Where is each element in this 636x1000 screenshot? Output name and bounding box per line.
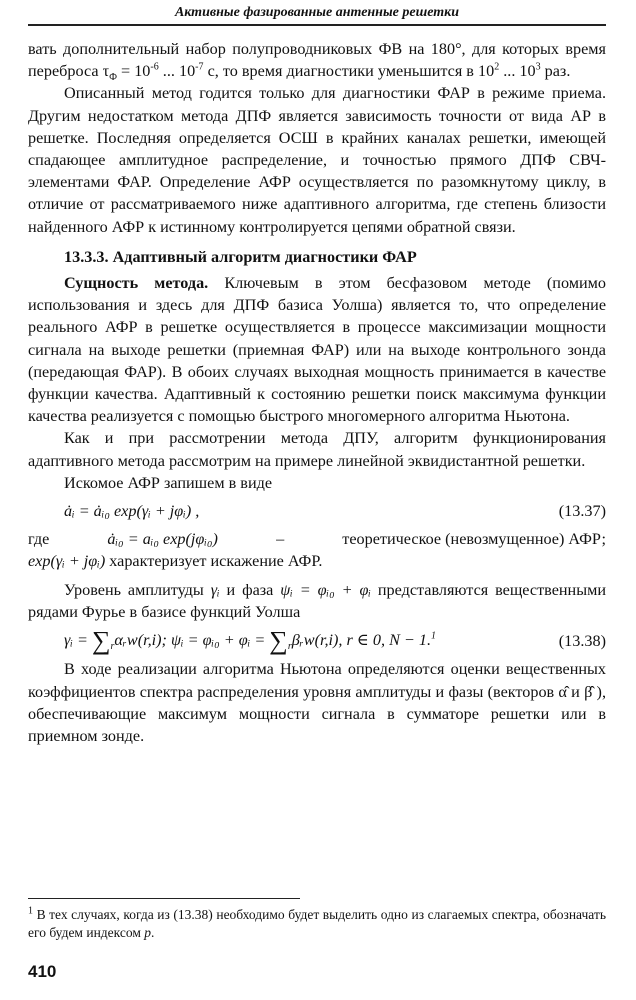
paragraph-amplitude-phase: Уровень амплитуды γᵢ и фаза ψᵢ = φᵢ₀ + φᵢ представляются вещественными рядами Фурье в базисе функций Уолша — [28, 580, 606, 621]
paragraph-afr-intro: Искомое АФР запишем в виде — [64, 473, 273, 492]
footnote: $^1$ В тех случаях, когда из (13.38) необходимо будет выделить одно из слагаемых спектра, обозначать его будем индексом p. — [28, 905, 606, 940]
equation-13-38: γᵢ = $\sum_r\alpha ᵣw(r,i)$; ψᵢ = φᵢ₀ + φᵢ = $\sum_r\beta ᵣw(r,i)$, r ∈ 0, N − 1.$^1$ (13.38) — [64, 626, 606, 656]
page-number: 410 — [28, 962, 57, 981]
paragraph-continuation: вать дополнительный набор полупроводниковых ФВ на 180°, для которых время переброса $\tau_Ф = 10^{-6}$ ... $10^{-7}$ с, то время диагностики уменьшится в $10^2$ ... $10^3$ раз. — [28, 40, 606, 84]
running-header: Активные фазированные антенные решетки — [28, 4, 606, 26]
section-heading: 13.3.3. Адаптивный алгоритм диагностики ФАР — [64, 247, 417, 266]
paragraph-method-limits: Описанный метод годится только для диагностики ФАР в режиме приема. Другим недостатком метода ДПФ является зависимость точности от вида АР в решетке. Последняя определяется ОСШ в крайних каналах решетки, имеющей спадающее амплитудное распределение, и точностью прямого ДПФ СВЧ-элементами ФАР. Определение АФР осуществляется по разомкнутому циклу, в отличие от рассматриваемого ниже адаптивного алгоритма, где степень близости найденного АФР к истинному контролируется цепями обратной связи. — [28, 84, 606, 236]
equation-13-37: ȧᵢ = ȧᵢ₀ exp(γᵢ + jφᵢ) , (13.37) — [64, 502, 606, 521]
page-body — [28, 38, 606, 747]
paragraph-method-essence: Сущность метода. Ключевым в этом бесфазовом методе (помимо использования и здесь для ДПФ базиса Уолша) является то, что определение реального АФР в решетке осуществляется в процессе максимизации мощности сигнала на выходе решетки (приемная ФАР) или на выходе контрольного зонда (передающая ФАР). В обоих случаях выходная мощность принимается в качестве функции качества. Адаптивный к состоянию решетки поиск максимума функции качества реализуется с помощью быстрого многомерного алгоритма Ньютона. — [28, 274, 606, 426]
paragraph-algorithm-example: Как и при рассмотрении метода ДПУ, алгоритм функционирования адаптивного метода рассмотрим на примере линейной эквидистантной решетки. — [28, 429, 606, 470]
paragraph-newton-estimates: В ходе реализации алгоритма Ньютона определяются оценки вещественных коэффициентов спектра распределения уровня амплитуды и фазы (векторов α̂ и β̂ ), обеспечивающие максимум мощности сигнала в сумматоре решетки или в приемном зонде. — [28, 660, 606, 746]
footnote-divider — [28, 898, 300, 899]
where-line: где ȧᵢ₀ = aᵢ₀ exp(jφᵢ₀) – теоретическое (невозмущенное) АФР; — [28, 530, 606, 549]
paragraph-distortion: exp(γᵢ + jφᵢ) характеризует искажение АФР. — [28, 552, 323, 571]
